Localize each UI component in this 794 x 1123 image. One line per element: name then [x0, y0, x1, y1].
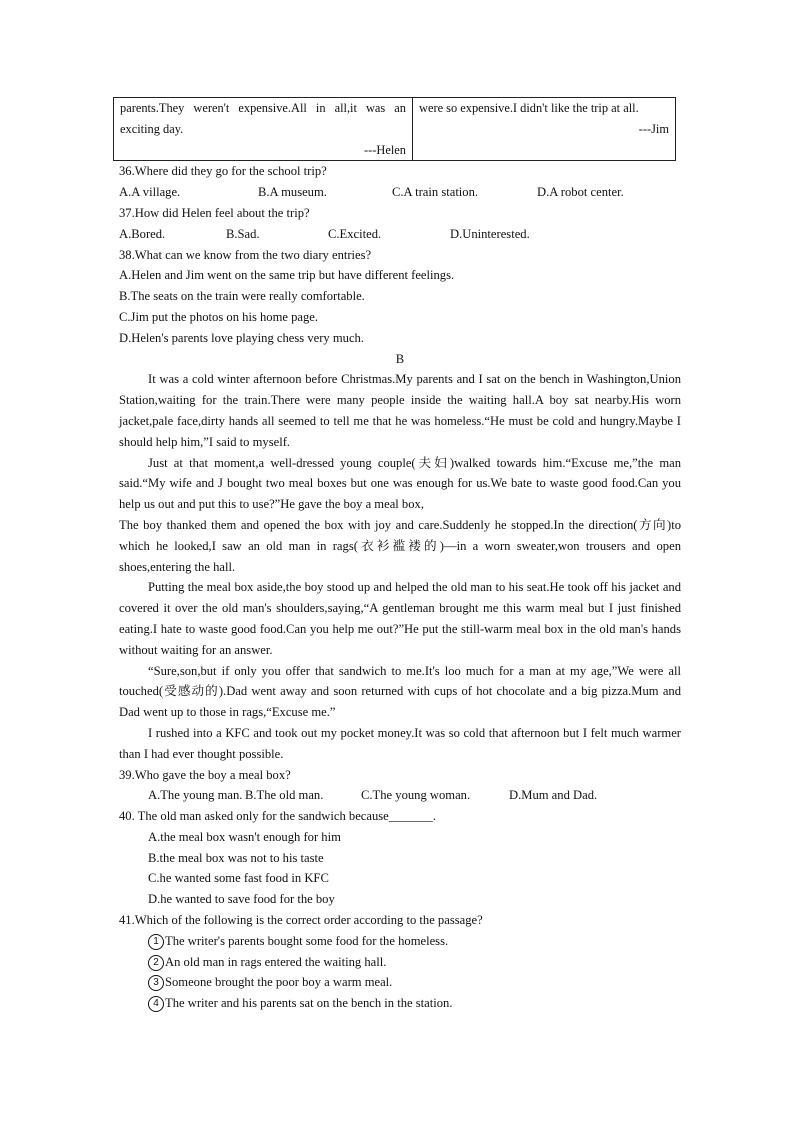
question-39-options: [119, 785, 681, 806]
question-36-options: [119, 182, 681, 203]
circled-number: 3: [148, 975, 164, 991]
order-item: [119, 952, 681, 973]
option-a: A.A village.: [119, 185, 181, 200]
option-b: B.A museum.: [258, 185, 327, 200]
order-item-text: An old man in rags entered the waiting hall.: [165, 954, 387, 969]
passage-paragraph: I rushed into a KFC and took out my pocket money.It was so cold that afternoon but I felt much warmer than I had ever thought possible.: [119, 725, 681, 761]
order-item: [119, 972, 681, 993]
option-b: B.The old man.: [245, 788, 324, 803]
diary-table: [113, 97, 676, 161]
passage-paragraph: Just at that moment,a well-dressed young couple(夫妇)walked towards him.“Excuse me,”the man said.“My wife and J bought two meal boxes but one was enough for us.We bate to waste good food.Can you help us out and put this to use?”He gave the boy a meal box,: [119, 455, 681, 512]
helen-diary-cell: [114, 98, 413, 161]
option-b: B.the meal box was not to his taste: [148, 850, 324, 865]
passage-paragraph: “Sure,son,but if only you offer that sandwich to me.It's loo much for a man at my age,”We were all touched(受感动的).Dad went away and soon returned with cups of hot chocolate and a big pizza.Mum and Dad went up to those in rags,“Excuse me.”: [119, 663, 681, 720]
question-38-stem: 38.What can we know from the two diary entries?: [119, 247, 372, 262]
option-d: D.Uninterested.: [450, 226, 530, 241]
option-c: C.The young woman.: [361, 788, 471, 803]
section-heading: B: [395, 351, 405, 366]
jim-diary-text: were so expensive.I didn't like the trip at all.: [419, 101, 639, 115]
jim-signature: ---Jim: [638, 121, 669, 136]
option-d: D.A robot center.: [537, 185, 624, 200]
option-a: A.Helen and Jim went on the same trip but have different feelings.: [119, 268, 455, 283]
question-40-stem: 40. The old man asked only for the sandwich because_______.: [119, 809, 436, 824]
option-d: D.Mum and Dad.: [509, 788, 598, 803]
circled-number: 4: [148, 996, 164, 1012]
passage-paragraph: It was a cold winter afternoon before Christmas.My parents and I sat on the bench in Washington,Union Station,waiting for the train.There were many people inside the waiting hall.A boy sat nearby.His worn jacket,pale face,dirty hands all seemed to tell me that he was homeless.“He must be cold and hungry.Maybe I should help him,”I said to myself.: [119, 372, 681, 449]
option-d: D.he wanted to save food for the boy: [148, 892, 335, 907]
question-41-stem: 41.Which of the following is the correct order according to the passage?: [119, 913, 483, 928]
helen-diary-text: parents.They weren't expensive.All in all,it was an exciting day.: [120, 101, 406, 136]
option-a: A.Bored.: [119, 226, 166, 241]
question-37-options: [119, 224, 681, 245]
question-39-stem: 39.Who gave the boy a meal box?: [119, 767, 291, 782]
option-c: C.Jim put the photos on his home page.: [119, 309, 319, 324]
passage-paragraph: The boy thanked them and opened the box with joy and care.Suddenly he stopped.In the direction(方向)to which he looked,I saw an old man in rags(衣衫褴褛的)—in a worn sweater,won trousers and open shoes,entering the hall.: [119, 517, 681, 574]
order-item: [119, 931, 681, 952]
option-c: C.he wanted some fast food in KFC: [148, 871, 329, 886]
option-b: B.Sad.: [226, 226, 260, 241]
option-b: B.The seats on the train were really comfortable.: [119, 289, 365, 304]
option-c: C.A train station.: [392, 185, 479, 200]
order-item-text: Someone brought the poor boy a warm meal.: [165, 975, 393, 990]
option-a: A.the meal box wasn't enough for him: [148, 829, 341, 844]
option-a: A.The young man.: [148, 788, 243, 803]
helen-signature: ---Helen: [364, 142, 406, 157]
circled-number: 1: [148, 934, 164, 950]
circled-number: 2: [148, 955, 164, 971]
question-37-stem: 37.How did Helen feel about the trip?: [119, 205, 310, 220]
order-item-text: The writer and his parents sat on the bench in the station.: [165, 996, 453, 1011]
order-item-text: The writer's parents bought some food for the homeless.: [165, 933, 449, 948]
jim-diary-cell: [413, 98, 676, 161]
exam-page: [119, 97, 681, 1014]
question-36-stem: 36.Where did they go for the school trip?: [119, 164, 327, 179]
option-d: D.Helen's parents love playing chess very much.: [119, 330, 364, 345]
option-c: C.Excited.: [328, 226, 382, 241]
order-item: [119, 993, 681, 1014]
passage-paragraph: Putting the meal box aside,the boy stood up and helped the old man to his seat.He took off his jacket and covered it over the old man's shoulders,saying,“A gentleman brought me this warm meal but I just finished eating.I hate to waste good food.Can you help me out?”He put the still-warm meal box in the old man's hands without waiting for an answer.: [119, 580, 681, 657]
